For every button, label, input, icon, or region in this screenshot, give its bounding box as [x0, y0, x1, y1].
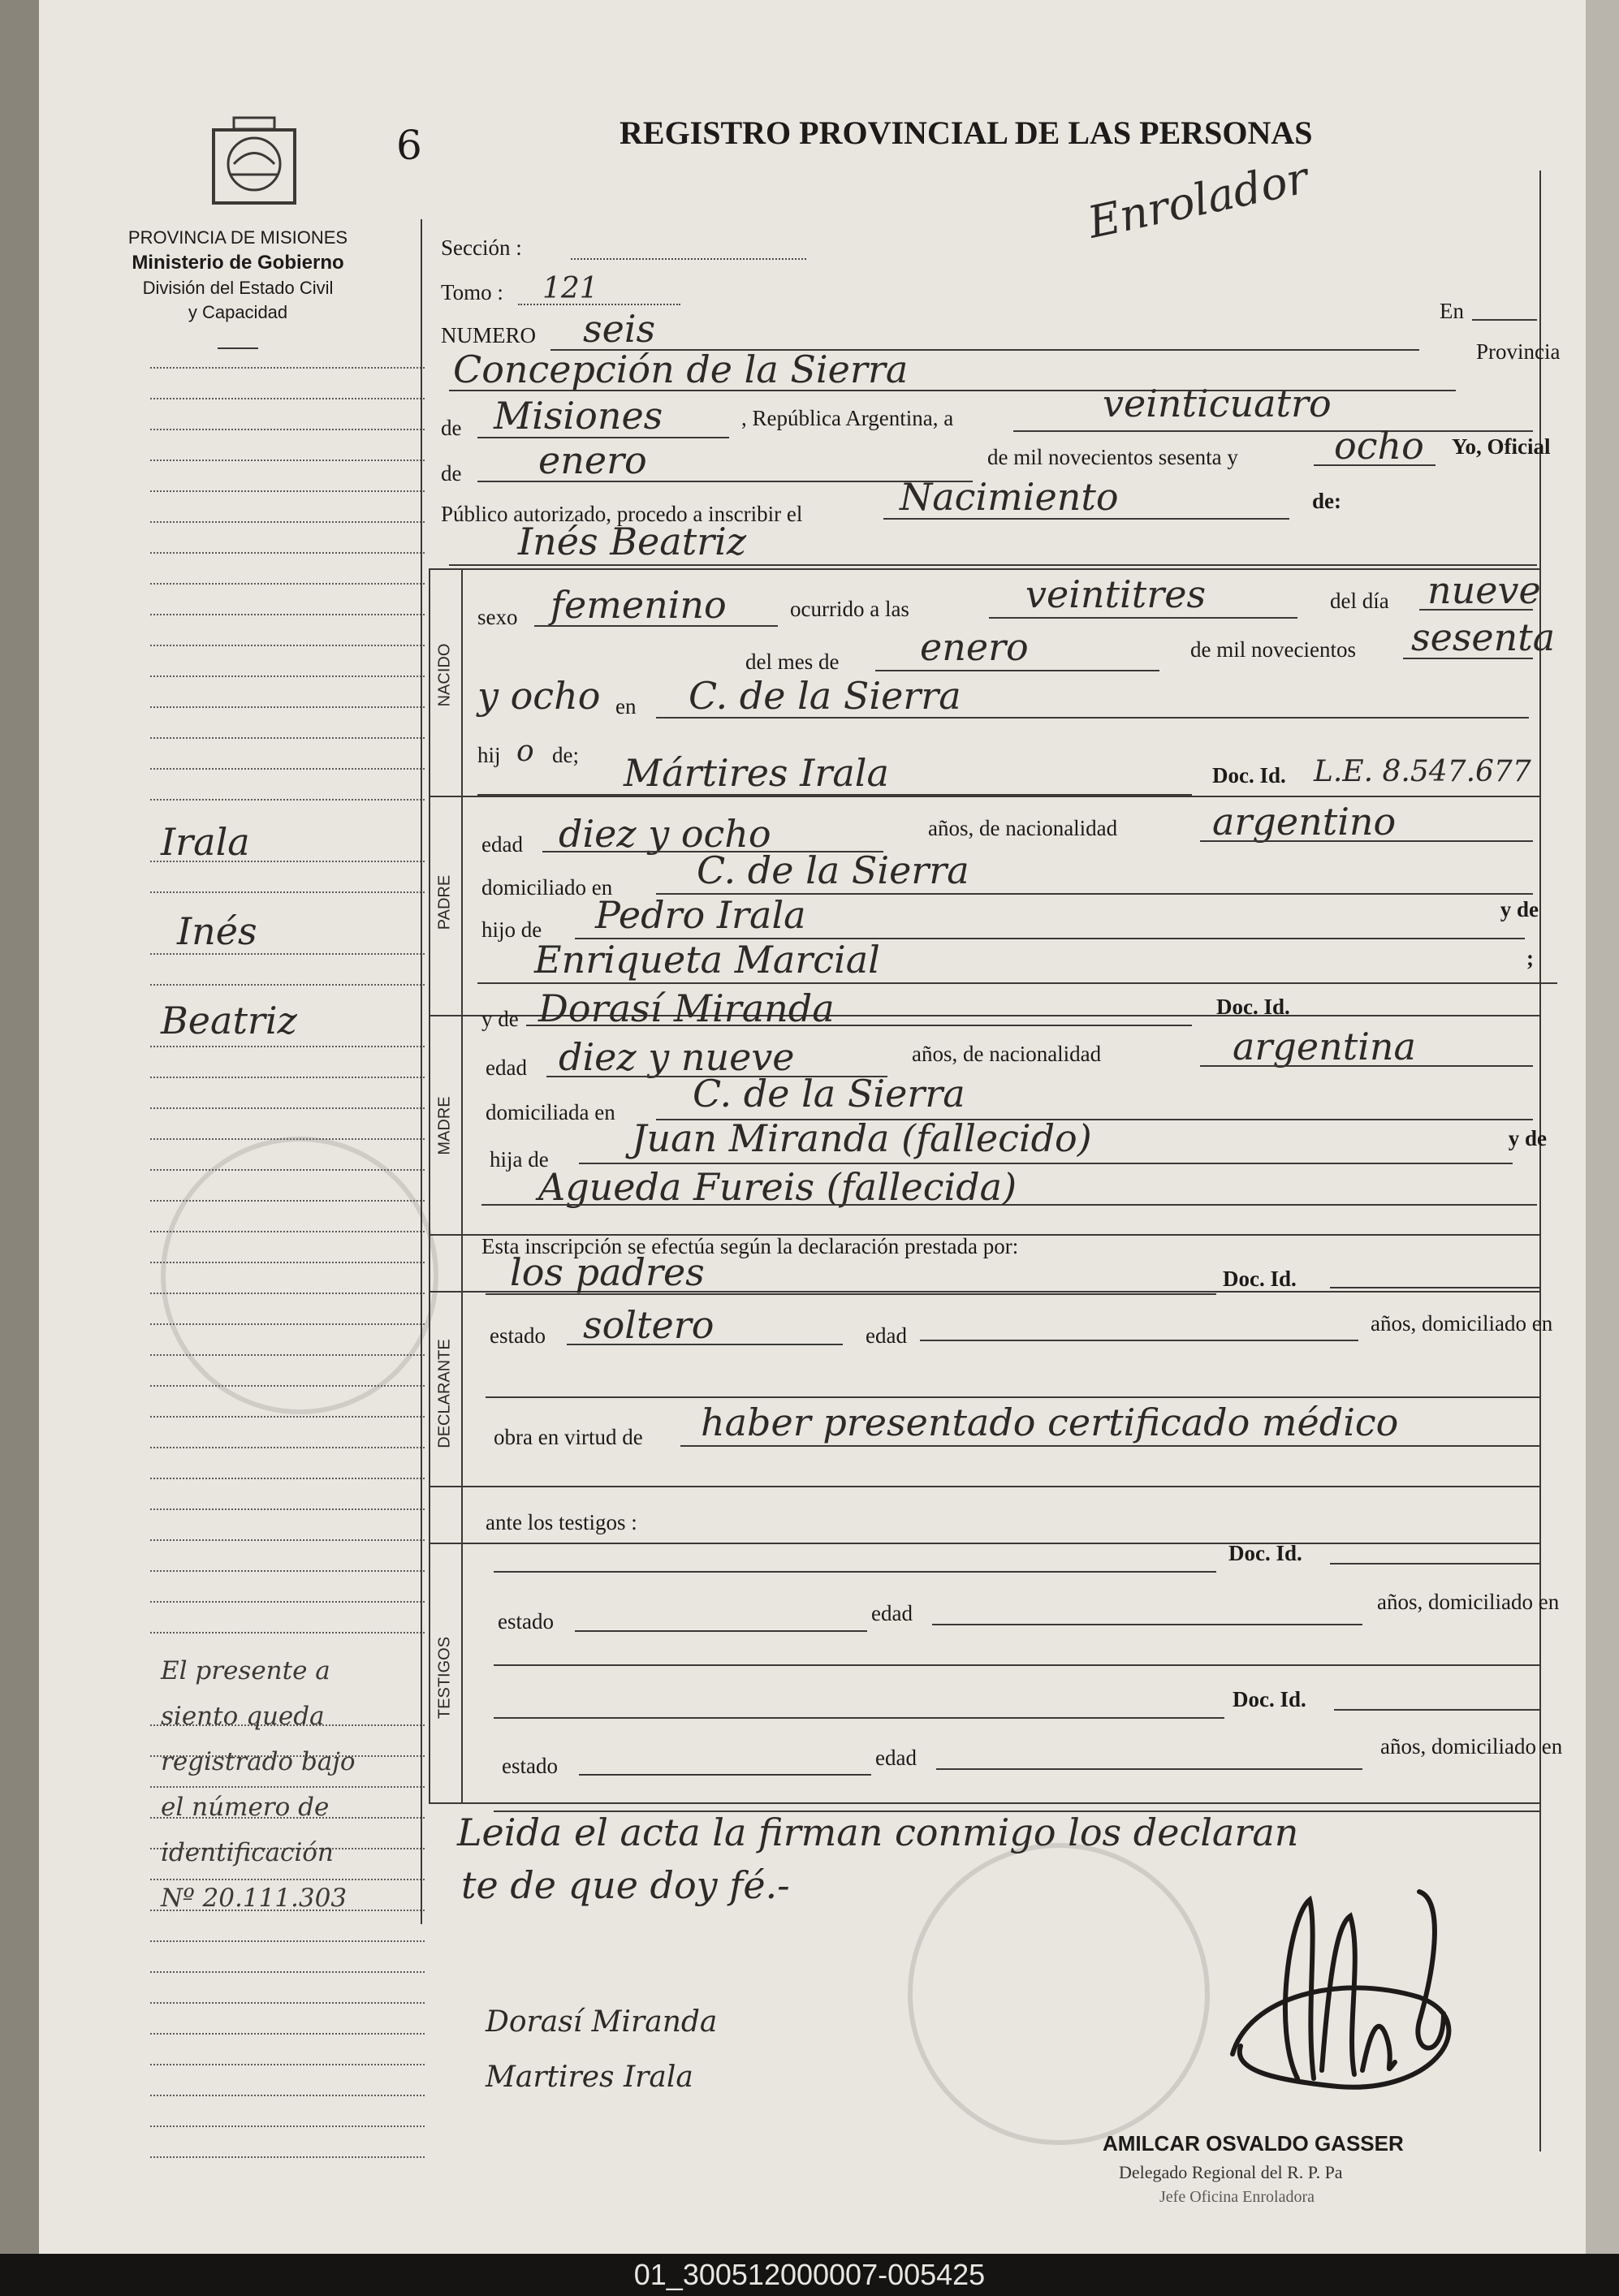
margin-line [150, 521, 425, 523]
padre-dom-value: C. de la Sierra [697, 848, 969, 892]
testigo1-doc-line [1330, 1563, 1541, 1564]
madre-yde2-label: y de [1508, 1126, 1547, 1150]
margin-surname: Irala [161, 820, 250, 864]
padre-madre-value: Enriqueta Marcial [534, 938, 880, 982]
testigo1-dom-line [494, 1664, 1541, 1666]
testigos-intro: ante los testigos : [486, 1510, 637, 1534]
madre-doc-label: Doc. Id. [1216, 995, 1290, 1019]
padre-nac-value: argentino [1212, 800, 1397, 844]
en-label: En [1440, 299, 1464, 323]
madre-edad-value: diez y nueve [559, 1035, 795, 1079]
margin-line [150, 1077, 425, 1078]
nacido-mil-label: de mil novecientos [1190, 637, 1356, 662]
margin-note-4: el número de [161, 1793, 330, 1822]
margin-line [150, 1601, 425, 1603]
publico-label: Público autorizado, procedo a inscribir el [441, 502, 803, 526]
declarante-estado-label: estado [490, 1323, 546, 1348]
margin-note-5: identificación [161, 1838, 334, 1867]
org-line2: Ministerio de Gobierno [132, 252, 344, 274]
acto-line [883, 518, 1289, 520]
padre-nombre-line [477, 794, 1192, 796]
sexo-label: sexo [477, 605, 518, 629]
madre-nac-label: años, de nacionalidad [912, 1042, 1102, 1066]
declarante-estado-value: soltero [583, 1303, 715, 1347]
declarante-doc-label: Doc. Id. [1223, 1267, 1297, 1291]
margin-line [150, 706, 425, 708]
margin-line [150, 1508, 425, 1510]
padre-semicolon: ; [1526, 946, 1534, 970]
testigo2-anios-label: años, domiciliado en [1380, 1734, 1563, 1759]
testigo2-edad-label: edad [875, 1746, 917, 1770]
seccion-label: Sección : [441, 235, 522, 260]
margin-line [150, 1940, 425, 1942]
yo-label: Yo, Oficial [1452, 434, 1551, 459]
province-crest-icon [193, 114, 315, 211]
section-madre: MADRE [435, 1096, 454, 1155]
testigo2-doc-line [1334, 1709, 1541, 1711]
sexo-value: femenino [550, 583, 727, 627]
padre-nac-label: años, de nacionalidad [928, 816, 1118, 840]
nacido-lugar-value: C. de la Sierra [689, 674, 961, 718]
ocurrido-label: ocurrido a las [790, 597, 909, 621]
de-label-1: de [441, 416, 462, 440]
margin-line [150, 768, 425, 770]
madre-nac-line [1200, 1065, 1533, 1067]
dia-value: veinticuatro [1103, 382, 1332, 425]
nombre-value: Inés Beatriz [518, 520, 747, 563]
margin-rule [421, 219, 422, 1924]
margin-line [150, 1046, 425, 1047]
divider [429, 1543, 1541, 1544]
section-declarante: DECLARANTE [435, 1339, 454, 1448]
official-role-2: Jefe Oficina Enroladora [1159, 2188, 1315, 2206]
testigo1-anios-label: años, domiciliado en [1377, 1590, 1560, 1614]
padre-edad-value: diez y ocho [559, 812, 771, 856]
numero-label: NUMERO [441, 323, 537, 347]
hijo-label: hij [477, 743, 501, 767]
del-mes-label: del mes de [745, 650, 840, 674]
margin-line [150, 1786, 425, 1788]
org-line4: y Capacidad [188, 302, 288, 322]
enrolador-signature: Enrolador [1083, 152, 1313, 248]
sexo-line [534, 625, 778, 627]
madre-edad-label: edad [486, 1055, 527, 1080]
dia-line [1013, 430, 1533, 432]
margin-line [150, 2064, 425, 2065]
testigo1-edad-line [932, 1624, 1362, 1625]
republica-label: , República Argentina, a [741, 406, 954, 430]
madre-doc-line [1322, 1015, 1537, 1016]
mes-value: enero [538, 438, 647, 482]
madre-hija-label: hija de [490, 1147, 549, 1172]
testigo1-estado-line [575, 1630, 867, 1632]
official-signature-icon [1176, 1867, 1517, 2111]
lugar-value: Concepción de la Sierra [453, 347, 909, 391]
page-stack-edge [1586, 0, 1619, 2254]
padre-padre-value: Pedro Irala [595, 893, 806, 937]
padre-hijo-label: hijo de [481, 917, 542, 942]
declarante-doc-line [1330, 1287, 1541, 1288]
madre-nombre-value: Dorasí Miranda [538, 986, 835, 1030]
org-underline [218, 347, 258, 349]
padre-edad-label: edad [481, 832, 523, 857]
provincia-value: Misiones [494, 394, 663, 438]
madre-madre-value: Agueda Fureis (fallecida) [538, 1165, 1017, 1209]
margin-line [150, 490, 425, 492]
testigo1-edad-label: edad [871, 1601, 913, 1625]
testigo2-edad-line [936, 1768, 1362, 1770]
section-nacido: NACIDO [435, 643, 454, 707]
testigo2-estado-label: estado [502, 1754, 558, 1778]
margin-line [150, 1879, 425, 1880]
declarante-anios-label: años, domiciliado en [1371, 1311, 1553, 1336]
margin-line [150, 2095, 425, 2096]
nacido-anio1-value: sesenta [1411, 615, 1556, 659]
declarante-edad-label: edad [866, 1323, 907, 1348]
madre-madre-line [481, 1204, 1537, 1206]
testigo1-doc-label: Doc. Id. [1228, 1541, 1302, 1565]
declarante-dom-line [486, 1396, 1541, 1398]
org-line3: División del Estado Civil [142, 278, 334, 298]
margin-line [150, 675, 425, 677]
testigo2-line [494, 1717, 1224, 1719]
faded-stamp [161, 1137, 438, 1414]
margin-name2: Beatriz [161, 999, 297, 1042]
margin-line [150, 2002, 425, 2004]
padre-dom-label: domiciliado en [481, 875, 613, 900]
mes-line [477, 481, 973, 482]
madre-padre-line [579, 1163, 1513, 1164]
official-role-1: Delegado Regional del R. P. Pa [1119, 2162, 1343, 2182]
margin-line [150, 583, 425, 585]
nombre-line [449, 564, 1537, 566]
margin-line [150, 953, 425, 955]
declarante-estado-line [567, 1344, 843, 1345]
nacido-dia-value: nueve [1427, 568, 1541, 612]
obra-label: obra en virtud de [494, 1425, 643, 1449]
page-title: REGISTRO PROVINCIAL DE LAS PERSONAS [620, 114, 1313, 151]
signature-father: Martires Irala [486, 2061, 693, 2094]
nacido-mes-value: enero [920, 625, 1029, 669]
signature-mother: Dorasí Miranda [486, 2005, 718, 2039]
margin-line [150, 1539, 425, 1541]
declarante-nombre-value: los padres [510, 1250, 705, 1294]
margin-line [150, 645, 425, 646]
margin-line [150, 891, 425, 893]
section-rule [429, 568, 430, 1802]
section-rule-inner [461, 568, 463, 1802]
nacido-dia-line [1419, 609, 1533, 611]
testigo1-line [494, 1571, 1216, 1573]
image-id-footer: 01_300512000007-005425 [0, 2254, 1619, 2296]
section-testigos: TESTIGOS [435, 1636, 454, 1720]
margin-line [150, 984, 425, 986]
en-line [1472, 319, 1537, 321]
nacido-anio1-line [1403, 658, 1533, 659]
right-rule [1539, 170, 1541, 2151]
margin-line [150, 1570, 425, 1572]
divider [429, 1486, 1541, 1487]
margin-line [150, 614, 425, 615]
margin-line [150, 552, 425, 554]
padre-nac-line [1200, 840, 1533, 842]
anio-line [1314, 464, 1436, 466]
margin-name1: Inés [177, 909, 257, 953]
margin-line [150, 1971, 425, 1973]
margin-line [150, 1478, 425, 1479]
org-line1: PROVINCIA DE MISIONES [127, 227, 348, 248]
margin-line [150, 398, 425, 399]
margin-line [150, 2156, 425, 2158]
margin-note-1: El presente a [161, 1656, 330, 1685]
margin-note-6: Nº 20.111.303 [161, 1884, 348, 1913]
padre-madre-line [477, 982, 1557, 984]
section-padre: PADRE [435, 874, 454, 930]
seccion-dotline [571, 258, 806, 260]
hijo-value: o [516, 735, 534, 768]
margin-line [150, 460, 425, 461]
hijo-de-label: de; [552, 743, 579, 767]
declarante-intro: Esta inscripción se efectúa según la declaración prestada por: [481, 1234, 1019, 1258]
declarante-nombre-line [486, 1293, 1216, 1295]
margin-line [150, 1632, 425, 1634]
divider [429, 1802, 1541, 1804]
de-label-2: de [441, 461, 462, 486]
faded-stamp [908, 1843, 1210, 2145]
obra-line [680, 1445, 1541, 1447]
nacido-anio2-value: y ocho [477, 674, 601, 718]
madre-dom-label: domiciliada en [486, 1100, 615, 1124]
declarante-edad-line [920, 1340, 1358, 1341]
official-name: AMILCAR OSVALDO GASSER [1103, 2131, 1404, 2156]
margin-line [150, 799, 425, 801]
margin-line [150, 2033, 425, 2035]
register-page [39, 0, 1586, 2254]
acto-value: Nacimiento [900, 475, 1119, 519]
madre-nac-value: argentina [1233, 1025, 1416, 1068]
book-cover-edge [0, 0, 39, 2254]
madre-yde-label: y de [481, 1007, 519, 1031]
nacido-mes-line [875, 670, 1159, 671]
nacido-en-label: en [615, 694, 637, 719]
page-number: 6 [396, 122, 422, 169]
tomo-label: Tomo : [441, 280, 503, 304]
obra-value: haber presentado certificado médico [701, 1400, 1399, 1444]
padre-doc-label: Doc. Id. [1212, 763, 1286, 788]
madre-nombre-line [526, 1025, 1192, 1026]
tomo-dotline [518, 304, 680, 305]
madre-dom-value: C. de la Sierra [693, 1072, 965, 1116]
anio-value: ocho [1334, 424, 1424, 468]
margin-note-2: siento queda [161, 1702, 325, 1731]
margin-line [150, 1447, 425, 1448]
de2-label: de: [1312, 489, 1341, 513]
tomo-value: 121 [542, 272, 598, 305]
padre-doc-value: L.E. 8.547.677 [1314, 755, 1531, 788]
testigo1-estado-label: estado [498, 1609, 554, 1634]
hora-value: veintitres [1025, 572, 1207, 616]
margin-line [150, 737, 425, 739]
testigo2-doc-label: Doc. Id. [1233, 1687, 1306, 1711]
closing-line-1: Leida el acta la firman conmigo los declaran [457, 1810, 1299, 1854]
nacido-lugar-line [656, 717, 1529, 719]
margin-line [150, 429, 425, 430]
margin-line [150, 1107, 425, 1109]
divider [429, 568, 1541, 570]
divider [429, 796, 1541, 797]
closing-line-2: te de que doy fé.- [461, 1863, 790, 1907]
madre-padre-value: Juan Miranda (fallecido) [632, 1116, 1092, 1160]
numero-value: seis [583, 307, 656, 351]
hora-line [989, 617, 1297, 619]
margin-line [150, 2126, 425, 2127]
testigo2-estado-line [579, 1774, 871, 1776]
padre-nombre-value: Mártires Irala [624, 751, 889, 795]
margin-note-3: registrado bajo [161, 1747, 356, 1776]
mil-label: de mil novecientos sesenta y [987, 445, 1238, 469]
provincia-label: Provincia [1476, 339, 1561, 364]
del-dia-label: del día [1330, 589, 1389, 613]
margin-line [150, 367, 425, 369]
margin-line [150, 1416, 425, 1418]
padre-yde-label: y de [1500, 897, 1539, 921]
